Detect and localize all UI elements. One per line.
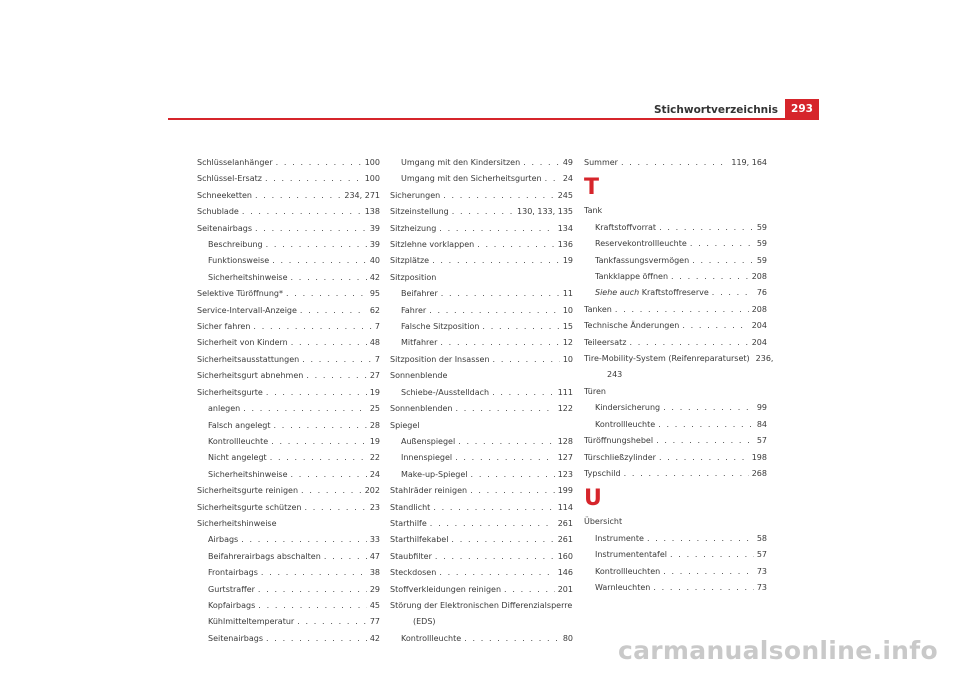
index-subentry: Beifahrer . . . 11 — [390, 286, 573, 302]
header-rule — [168, 118, 819, 120]
index-entry: Tire-Mobility-System (Reifenreparaturset) 236, — [584, 354, 774, 364]
index-subentry: Kontrollleuchte . . . 84 — [584, 417, 767, 433]
index-heading: Übersicht — [584, 517, 623, 527]
index-subentry: Kopfairbags . . . 45 — [197, 598, 380, 614]
index-column-3 — [584, 155, 774, 596]
index-heading: Tank — [584, 206, 603, 216]
index-subentry: Kontrollleuchten . . . 73 — [584, 564, 767, 580]
index-entry: Tanken . . . 208 — [584, 302, 767, 318]
index-entry: Türöffnungshebel . . . 57 — [584, 433, 767, 449]
index-entry: Starthilfe . . . 261 — [390, 516, 573, 532]
index-subentry: Frontairbags . . . 38 — [197, 565, 380, 581]
index-entry: Schlüssel-Ersatz . . . 100 — [197, 171, 380, 187]
index-entry: Schublade . . . 138 — [197, 204, 380, 220]
index-heading: Sicherheitshinweise — [197, 518, 277, 528]
index-subentry: Warnleuchten . . . 73 — [584, 580, 767, 596]
index-heading: Störung der Elektronischen Differenzialsperre — [390, 600, 573, 610]
index-subentry: Fahrer . . . 10 — [390, 303, 573, 319]
section-letter-u: U — [584, 486, 602, 512]
index-subentry: Make-up-Spiegel . . . 123 — [390, 467, 573, 483]
index-subentry: Instrumententafel . . . 57 — [584, 547, 767, 563]
index-subentry: anlegen . . . 25 — [197, 401, 380, 417]
index-subentry: Schiebe-/Ausstelldach . . . 111 — [390, 385, 573, 401]
index-entry: Sicherheitsgurte reinigen . . . 202 — [197, 483, 380, 499]
index-subentry: Sicherheitshinweise . . . 42 — [197, 270, 380, 286]
index-subentry: Tankfassungsvermögen . . . 59 — [584, 253, 767, 269]
index-entry: Stoffverkleidungen reinigen . . . 201 — [390, 582, 573, 598]
index-entry: Sonnenblenden . . . 122 — [390, 401, 573, 417]
index-entry: Sitzposition der Insassen . . . 10 — [390, 352, 573, 368]
page-number-badge: 293 — [785, 99, 819, 119]
index-subentry: Mitfahrer . . . 12 — [390, 335, 573, 351]
index-entry: Technische Änderungen . . . 204 — [584, 318, 767, 334]
index-subentry: Sicherheitshinweise . . . 24 — [197, 467, 380, 483]
index-subentry: Seitenairbags . . . 42 — [197, 631, 380, 647]
index-entry: Staubfilter . . . 160 — [390, 549, 573, 565]
index-subentry: Kontrollleuchte . . . 80 — [390, 631, 573, 647]
index-entry: Starthilfekabel . . . 261 — [390, 532, 573, 548]
index-entry: Sicherungen . . . 245 — [390, 188, 573, 204]
index-entry: Standlicht . . . 114 — [390, 500, 573, 516]
watermark: carmanualsonline.info — [618, 636, 938, 665]
index-entry: Sicherheitsgurt abnehmen . . . 27 — [197, 368, 380, 384]
index-subentry: Kraftstoffvorrat . . . 59 — [584, 220, 767, 236]
index-subentry: Außenspiegel . . . 128 — [390, 434, 573, 450]
index-entry: Steckdosen . . . 146 — [390, 565, 573, 581]
index-subentry: Beifahrerairbags abschalten . . . 47 — [197, 549, 380, 565]
index-subentry: Instrumente . . . 58 — [584, 531, 767, 547]
index-entry: Service-Intervall-Anzeige . . . 62 — [197, 303, 380, 319]
section-letter-t: T — [584, 175, 600, 201]
index-subentry: Umgang mit den Kindersitzen . . . 49 — [390, 155, 573, 171]
index-entry: Schneeketten . . . 234, 271 — [197, 188, 380, 204]
index-column-1 — [197, 155, 380, 647]
index-heading-continuation: (EDS) — [413, 617, 436, 627]
index-heading: Sonnenblende — [390, 371, 448, 381]
index-heading: Sitzposition — [390, 272, 437, 282]
index-entry: Stahlräder reinigen . . . 199 — [390, 483, 573, 499]
index-subentry: Tankklappe öffnen . . . 208 — [584, 269, 767, 285]
index-subentry: Innenspiegel . . . 127 — [390, 450, 573, 466]
index-subentry: Kühlmitteltemperatur . . . 77 — [197, 614, 380, 630]
index-entry: Sitzeinstellung . . . 130, 133, 135 — [390, 204, 573, 220]
index-heading: Spiegel — [390, 420, 420, 430]
index-subentry: Kindersicherung . . . 99 — [584, 400, 767, 416]
index-subentry: Funktionsweise . . . 40 — [197, 253, 380, 269]
index-entry: Türschließzylinder . . . 198 — [584, 450, 767, 466]
index-subentry: Beschreibung . . . 39 — [197, 237, 380, 253]
see-also-label: Siehe auch — [595, 288, 640, 298]
index-entry: Summer . . . 119, 164 — [584, 155, 767, 171]
index-entry: Sitzplätze . . . 19 — [390, 253, 573, 269]
index-entry: Sicherheitsgurte schützen . . . 23 — [197, 500, 380, 516]
index-entry: Seitenairbags . . . 39 — [197, 221, 380, 237]
index-subentry: Nicht angelegt . . . 22 — [197, 450, 380, 466]
index-entry: Sitzlehne vorklappen . . . 136 — [390, 237, 573, 253]
index-entry: Sitzheizung . . . 134 — [390, 221, 573, 237]
index-entry: Sicherheitsausstattungen . . . 7 — [197, 352, 380, 368]
index-subentry: Gurtstraffer . . . 29 — [197, 582, 380, 598]
index-subentry: Umgang mit den Sicherheitsgurten . . . 24 — [390, 171, 573, 187]
index-entry: Sicherheitsgurte . . . 19 — [197, 385, 380, 401]
index-entry: Sicher fahren . . . 7 — [197, 319, 380, 335]
index-subentry: Falsch angelegt . . . 28 — [197, 418, 380, 434]
index-entry-continuation: 243 — [607, 370, 623, 380]
running-header-title: Stichwortverzeichnis — [654, 104, 778, 116]
index-subentry: Airbags . . . 33 — [197, 532, 380, 548]
index-column-2 — [390, 155, 573, 647]
index-entry: Typschild . . . 268 — [584, 466, 767, 482]
index-entry: Selektive Türöffnung* . . . 95 — [197, 286, 380, 302]
index-subentry: Kontrollleuchte . . . 19 — [197, 434, 380, 450]
index-subentry: Falsche Sitzposition . . . 15 — [390, 319, 573, 335]
index-subentry: Reservekontrollleuchte . . . 59 — [584, 236, 767, 252]
index-entry: Sicherheit von Kindern . . . 48 — [197, 335, 380, 351]
index-entry: Teileersatz . . . 204 — [584, 335, 767, 351]
index-see-also: Siehe auch Kraftstoffreserve . . . 76 — [584, 285, 767, 301]
index-heading: Türen — [584, 386, 606, 396]
index-entry: Schlüsselanhänger . . . 100 — [197, 155, 380, 171]
